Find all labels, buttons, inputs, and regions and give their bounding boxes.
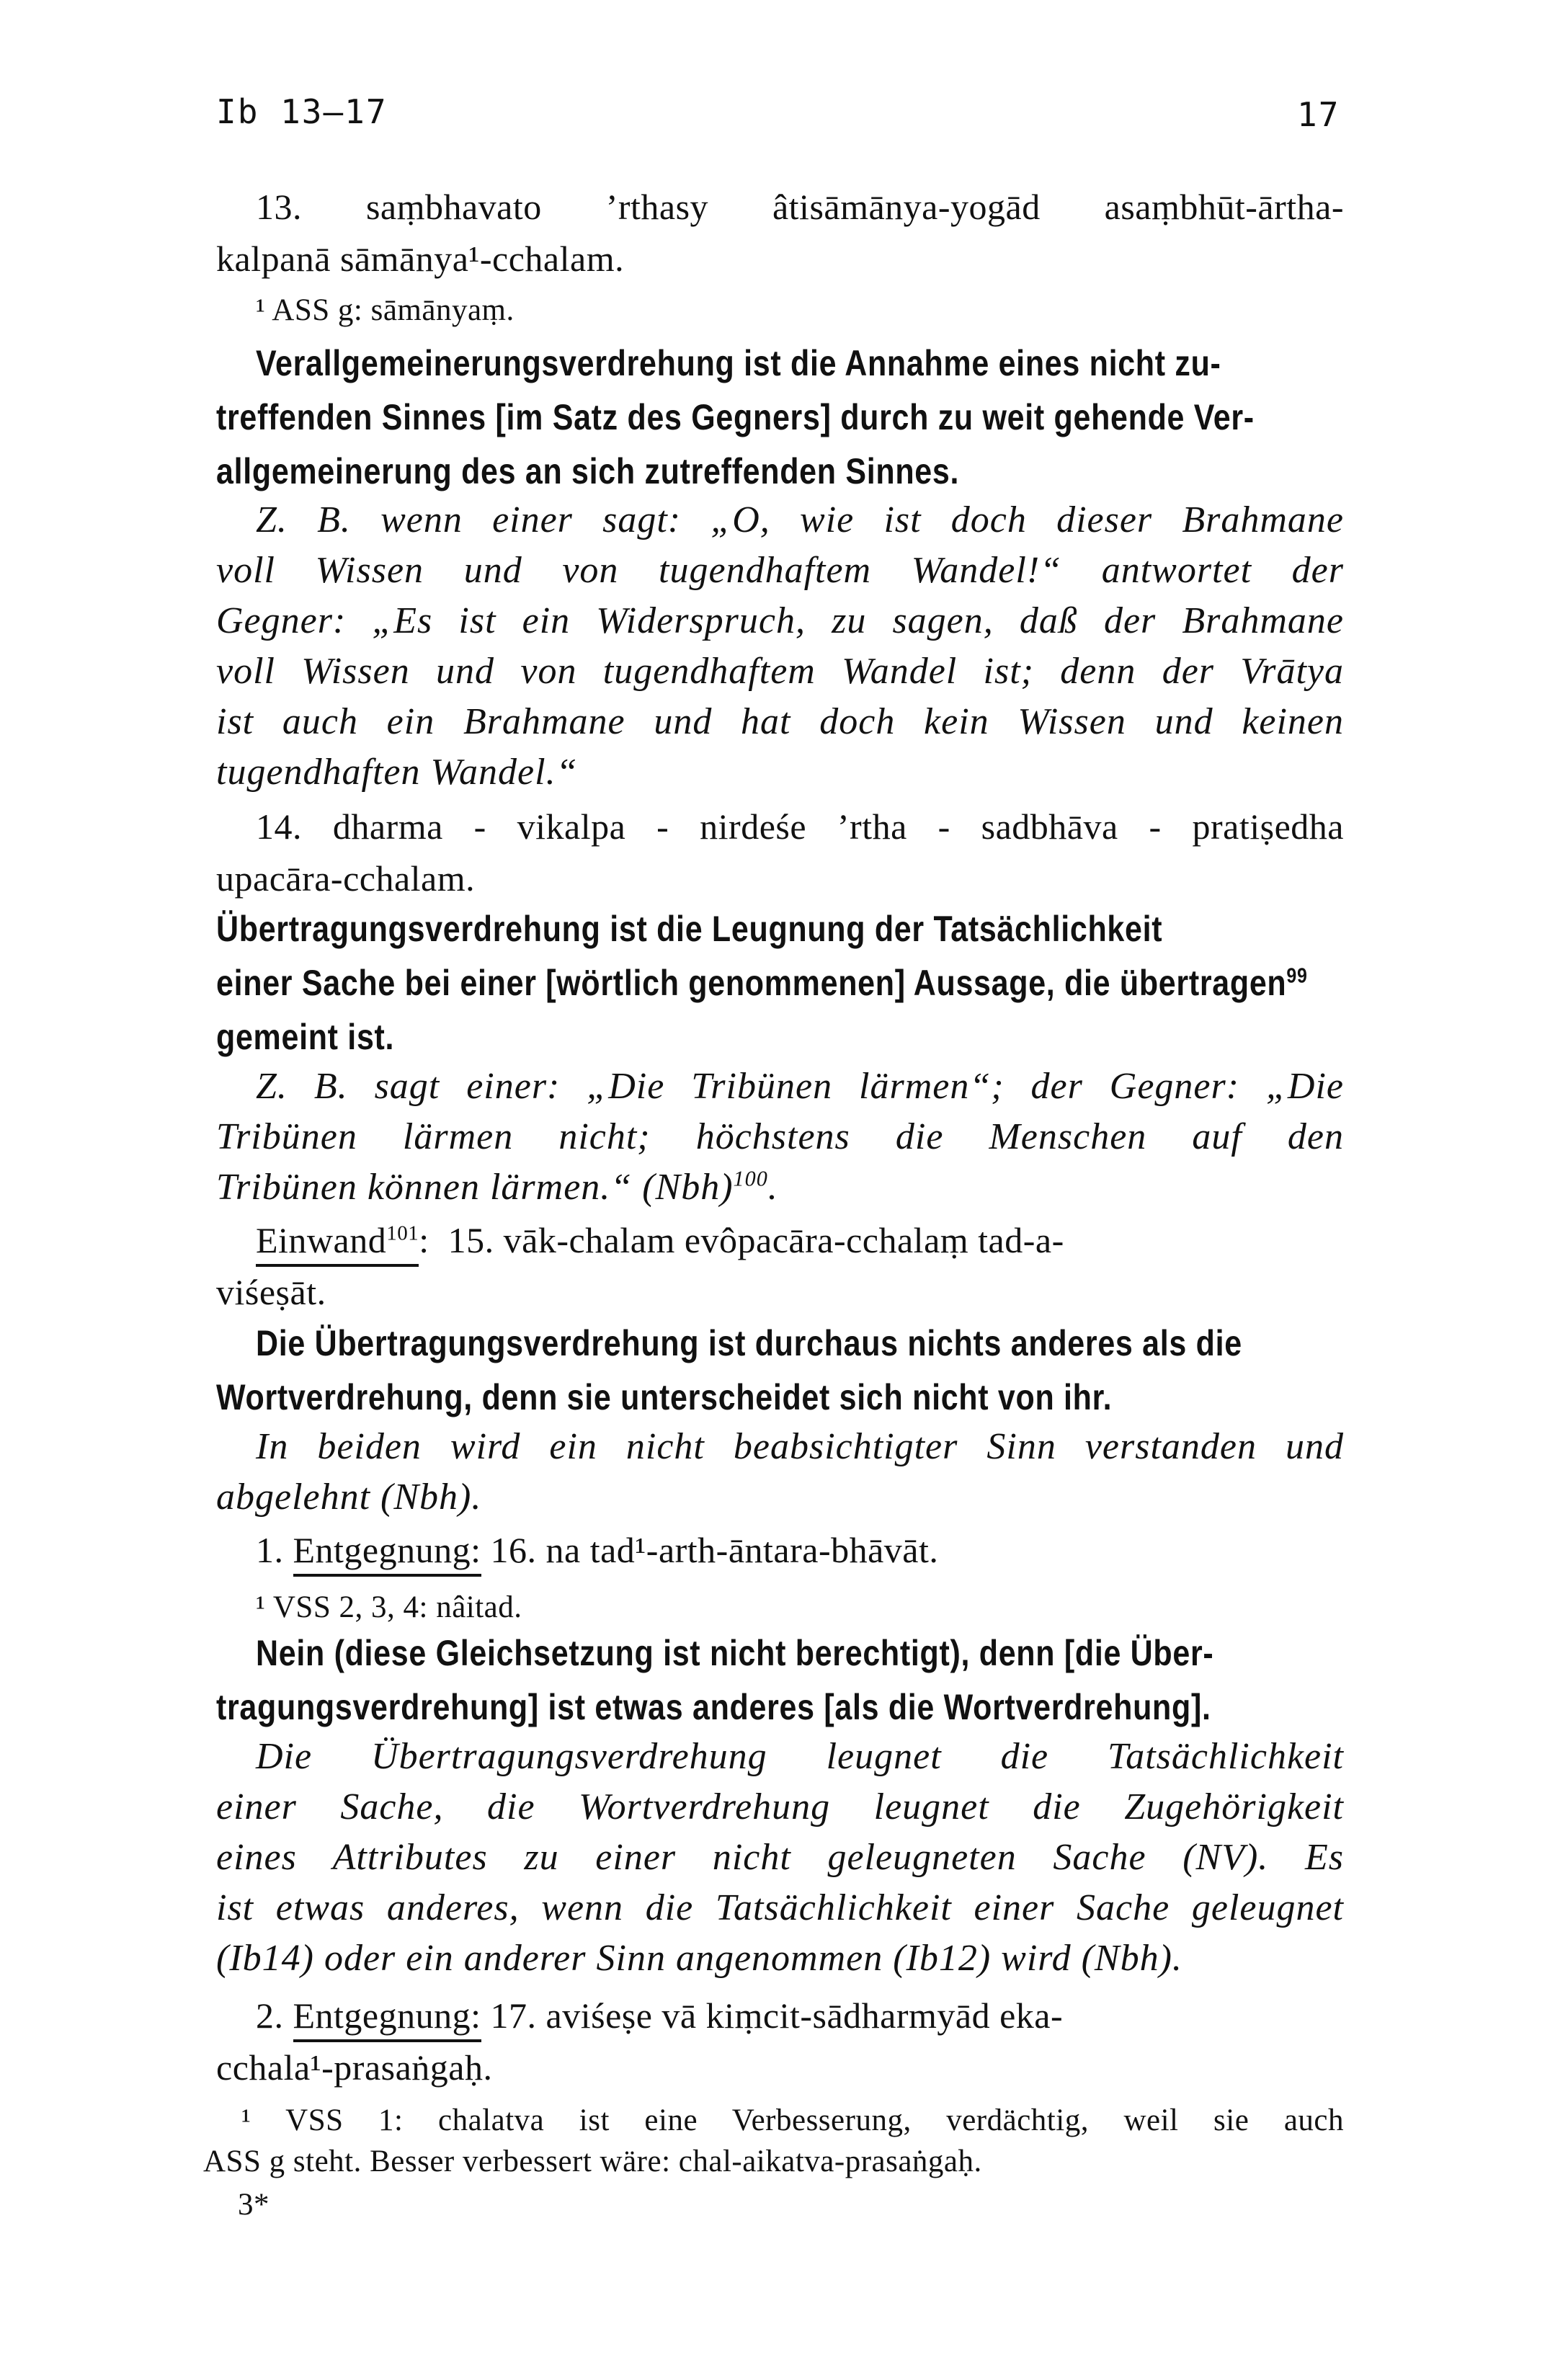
sutra-16-commentary-line-5: (Ib14) oder ein anderer Sinn angenommen (Ib12) wird (Nbh).	[216, 1938, 1182, 1979]
sutra-13-text: saṃbhavato ’rthasy âtisāmānya-yogād asaṃbhūt-ārtha-	[365, 187, 1344, 227]
sutra-17-footnote-line-2: ASS g steht. Besser verbessert wäre: chal-aikatva-prasaṅgaḥ.	[203, 2145, 982, 2178]
sutra-14-sanskrit-line-2: upacāra-cchalam.	[216, 858, 476, 899]
sutra-16-footnote: ¹ VSS 2, 3, 4: nâitad.	[256, 1590, 522, 1624]
page-number: 17	[1297, 95, 1340, 134]
entgegnung-2-prefix: 2.	[256, 1995, 284, 2036]
sutra-14-example-line-2: Tribünen lärmen nicht; höchstens die Menschen auf den	[216, 1116, 1344, 1157]
sutra-13-definition-line-1: Verallgemeinerungsverdrehung ist die Annahme eines nicht zu-	[256, 343, 1221, 383]
sutra-14-definition-line-1: Übertragungsverdrehung ist die Leugnung der Tatsächlichkeit	[216, 909, 1163, 949]
sutra-15-commentary-line-1: In beiden wird ein nicht beabsichtigter Sinn verstanden und	[256, 1426, 1344, 1467]
einwand-label	[256, 1221, 419, 1267]
entgegnung-2-label: Entgegnung:	[293, 1997, 481, 2042]
einwand-colon: :	[419, 1220, 429, 1260]
entgegnung-1-prefix: 1.	[256, 1530, 284, 1570]
sutra-16-commentary-line-1: Die Übertragungsverdrehung leugnet die Tatsächlichkeit	[256, 1736, 1344, 1777]
sutra-13-sanskrit-line-1	[256, 186, 1344, 228]
sutra-16-definition-line-1: Nein (diese Gleichsetzung ist nicht berechtigt), denn [die Über-	[256, 1633, 1214, 1673]
sutra-14-example-line-3	[216, 1166, 778, 1208]
sutra-15-sanskrit: 15. vāk-chalam evôpacāra-cchalaṃ tad-a-	[447, 1220, 1064, 1260]
sutra-16-commentary-line-3: eines Attributes zu einer nicht geleugneten Sache (NV). Es	[216, 1837, 1344, 1878]
sutra-14-sanskrit-line-1	[256, 806, 1344, 847]
sutra-13-footnote: ¹ ASS g: sāmānyaṃ.	[256, 293, 514, 327]
sutra-13-definition-line-2: treffenden Sinnes [im Satz des Gegners] durch zu weit gehende Ver-	[216, 397, 1255, 437]
sutra-16-sanskrit: 16. na tad¹-arth-āntara-bhāvāt.	[490, 1530, 939, 1570]
sutra-13-definition-line-3: allgemeinerung des an sich zutreffenden Sinnes.	[216, 451, 960, 491]
sutra-13-example-line-3: Gegner: „Es ist ein Widerspruch, zu sagen, daß der Brahmane	[216, 600, 1344, 641]
sutra-15-sanskrit-line-2: viśeṣāt.	[216, 1272, 326, 1312]
sutra-13-number: 13.	[256, 187, 302, 227]
sutra-17-sanskrit: 17. aviśeṣe vā kiṃcit-sādharmyād eka-	[490, 1995, 1064, 2036]
sutra-13-example-line-5: ist auch ein Brahmane und hat doch kein Wissen und keinen	[216, 701, 1344, 742]
sutra-14-number: 14.	[256, 806, 302, 847]
sutra-16-definition-line-2: tragungsverdrehung] ist etwas anderes [als die Wortverdrehung].	[216, 1687, 1211, 1727]
einwand-text: Einwand	[256, 1220, 387, 1260]
sutra-14-definition-line-2	[216, 962, 1308, 1004]
sutra-17-sanskrit-line-2: cchala¹-prasaṅgaḥ.	[216, 2047, 493, 2088]
sutra-14-example-period: .	[767, 1167, 778, 1208]
sutra-15-commentary-line-2: abgelehnt (Nbh).	[216, 1477, 482, 1518]
sutra-15-line-1	[256, 1219, 1064, 1267]
sutra-14-example-text: Tribünen können lärmen.“ (Nbh)	[216, 1167, 734, 1208]
printer-signature-mark: 3*	[238, 2188, 270, 2222]
sutra-14-definition-line-3: gemeint ist.	[216, 1017, 395, 1057]
sutra-13-example-line-2: voll Wissen und von tugendhaftem Wandel!“ antwortet der	[216, 550, 1344, 591]
sutra-13-example-line-6: tugendhaften Wandel.“	[216, 752, 578, 793]
sutra-15-definition-line-2: Wortverdrehung, denn sie unterscheidet sich nicht von ihr.	[216, 1377, 1113, 1417]
footnote-ref-100: 100	[733, 1166, 768, 1191]
footnote-ref-99: 99	[1286, 964, 1308, 988]
sutra-14-definition-text: einer Sache bei einer [wörtlich genommenen] Aussage, die übertragen	[216, 963, 1287, 1003]
sutra-16-commentary-line-2: einer Sache, die Wortverdrehung leugnet die Zugehörigkeit	[216, 1786, 1344, 1827]
sutra-16-line	[256, 1529, 938, 1577]
sutra-13-sanskrit-line-2: kalpanā sāmānya¹-cchalam.	[216, 239, 625, 279]
sutra-17-line-1	[256, 1995, 1063, 2042]
section-reference: Ib 13—17	[216, 92, 388, 131]
sutra-16-commentary-line-4: ist etwas anderes, wenn die Tatsächlichkeit einer Sache geleugnet	[216, 1887, 1344, 1928]
footnote-ref-101: 101	[386, 1221, 419, 1245]
sutra-15-definition-line-1: Die Übertragungsverdrehung ist durchaus nichts anderes als die	[256, 1323, 1242, 1363]
sutra-17-footnote-line-1: ¹ VSS 1: chalatva ist eine Verbesserung, verdächtig, weil sie auch	[241, 2103, 1344, 2137]
sutra-14-text: dharma - vikalpa - nirdeśe ’rtha - sadbhāva - pratiṣedha	[332, 806, 1344, 847]
sutra-13-example-line-1: Z. B. wenn einer sagt: „O, wie ist doch dieser Brahmane	[256, 499, 1344, 540]
sutra-14-example-line-1: Z. B. sagt einer: „Die Tribünen lärmen“; der Gegner: „Die	[256, 1066, 1344, 1107]
sutra-13-example-line-4: voll Wissen und von tugendhaftem Wandel ist; denn der Vrātya	[216, 651, 1344, 692]
entgegnung-1-label: Entgegnung:	[293, 1531, 481, 1577]
